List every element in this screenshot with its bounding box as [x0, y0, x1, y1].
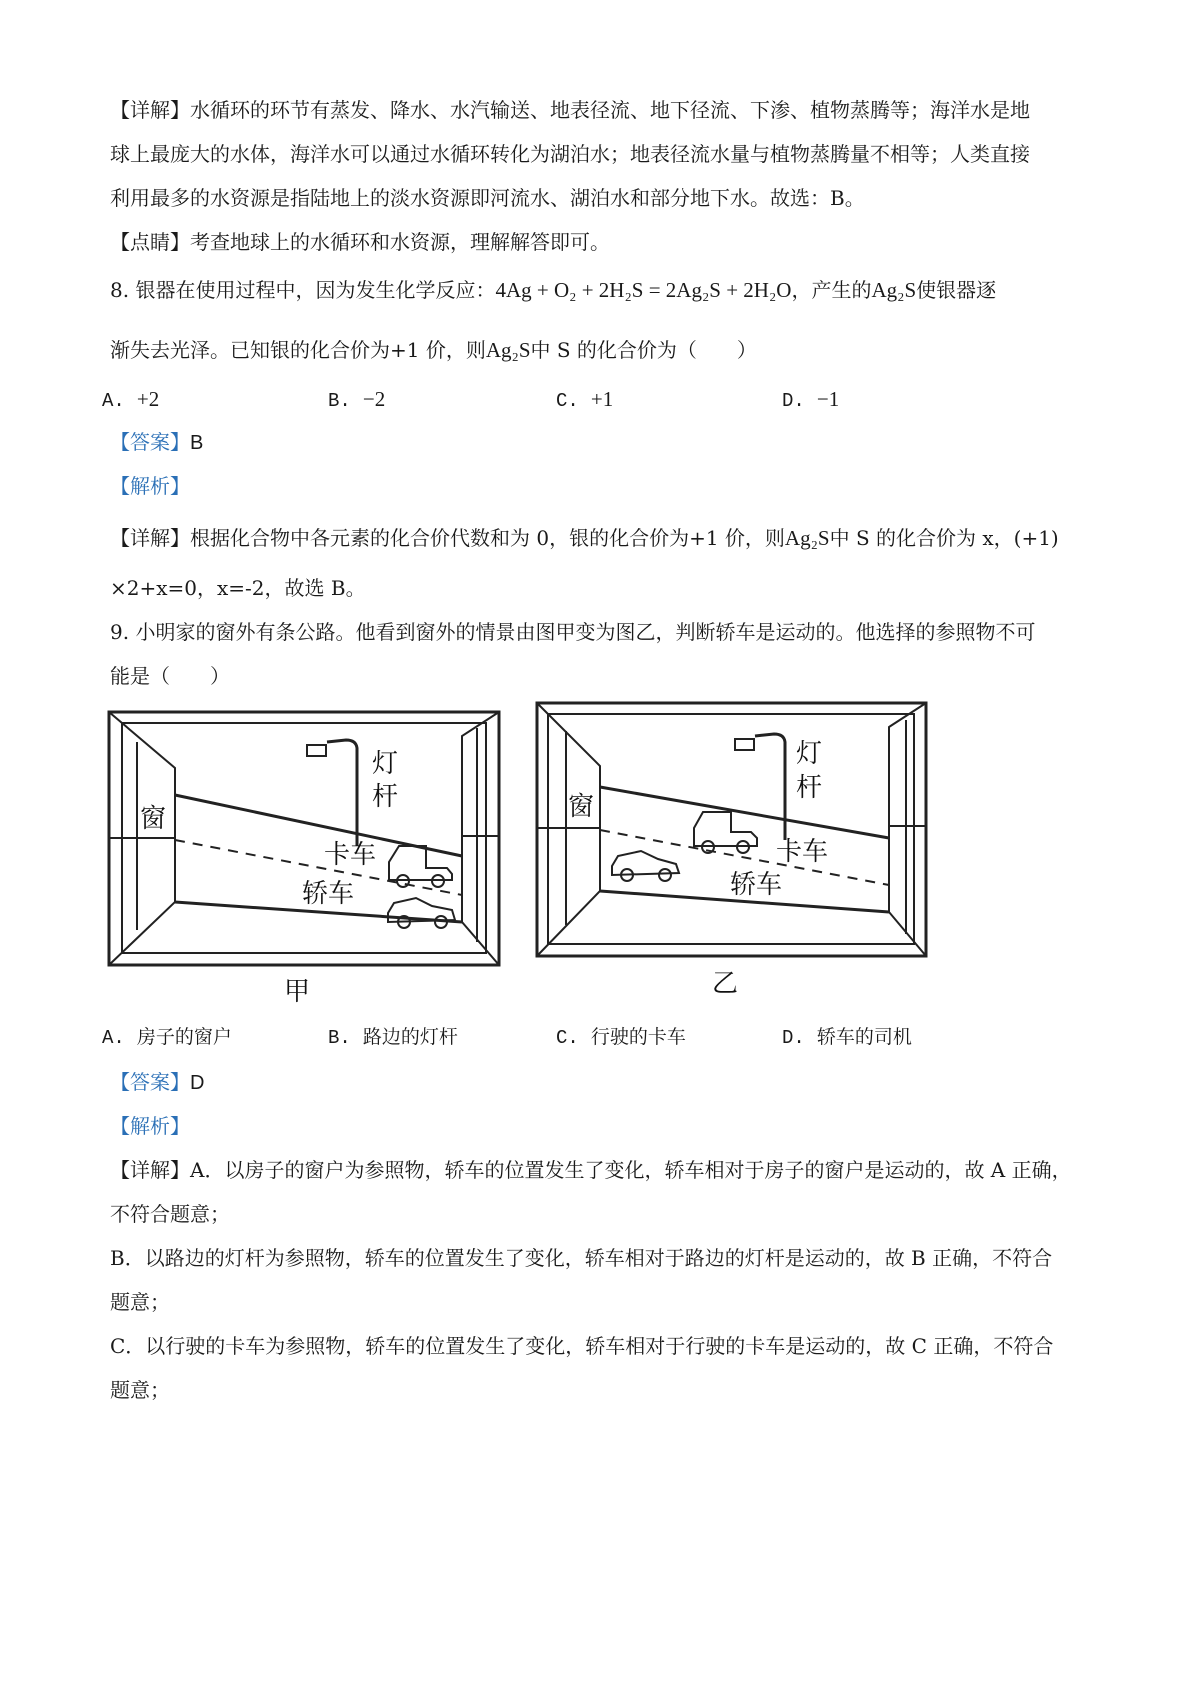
panel-yi-car — [612, 851, 679, 875]
panel-yi-window-label: 窗 — [568, 792, 595, 822]
comment-label: 【点睛】 — [110, 230, 190, 254]
option-key: A. — [102, 390, 125, 412]
q9-analysis-label: 【解析】 — [110, 1114, 190, 1138]
q8-stem-c: 使银器逐 — [916, 278, 997, 302]
panel-jia-road-bottom — [175, 902, 462, 922]
panel-jia-lamp-label-1: 灯 — [372, 749, 399, 779]
q8-compound: Ag₂S — [871, 278, 917, 302]
q9-option-a — [102, 1024, 232, 1051]
q9-detail-c2: 题意； — [110, 1378, 170, 1402]
q7-detail-line1 — [110, 96, 1030, 124]
detail-label: 【详解】 — [110, 1158, 190, 1182]
panel-jia-frame — [109, 712, 499, 965]
option-text: +1 — [590, 387, 614, 411]
q9-stem-text: 小明家的窗外有条公路。他看到窗外的情景由图甲变为图乙，判断轿车是运动的。他选择的参照物不可 — [135, 620, 1036, 644]
q8-line2-a: 渐失去光泽。已知银的化合价为+1 价，则 — [110, 338, 486, 362]
panel-jia-lamp-head — [307, 745, 326, 756]
q9-number: 9. — [110, 620, 130, 644]
panel-jia-truck — [389, 846, 452, 880]
option-key: C. — [556, 1027, 579, 1049]
panel-yi-road-bottom — [600, 891, 889, 912]
panel-jia-lane-divider — [175, 840, 462, 895]
q9-detail-c1: C．以行驶的卡车为参照物，轿车的位置发生了变化，轿车相对于行驶的卡车是运动的，故 C 正确，不符合 — [110, 1334, 1054, 1358]
panel-yi-truck-label: 卡车 — [776, 837, 829, 867]
q7-comment — [110, 228, 610, 256]
panel-yi-lamp-post — [755, 734, 785, 840]
answer-label: 【答案】 — [110, 1070, 190, 1094]
q8-detail-compound: Ag₂S — [784, 526, 830, 550]
q8-stem-b: ，产生的 — [791, 278, 872, 302]
panel-yi-left-wall — [537, 703, 600, 956]
option-text: +2 — [136, 387, 160, 411]
q9-option-c — [556, 1024, 686, 1051]
q9-detail-a1-text: A．以房子的窗户为参照物，轿车的位置发生了变化，轿车相对于房子的窗户是运动的，故 A 正确， — [190, 1158, 1072, 1182]
panel-yi-truck — [694, 812, 757, 846]
q8-compound-2: Ag₂S — [485, 338, 531, 362]
option-key: C. — [556, 390, 579, 412]
q7-comment-text: 考查地球上的水循环和水资源，理解解答即可。 — [190, 230, 610, 254]
panel-jia-road-top — [175, 795, 462, 856]
panel-jia-lamp-post — [327, 740, 357, 846]
q9-detail-b2: 题意； — [110, 1290, 170, 1314]
q8-stem-line1 — [110, 276, 996, 304]
option-key: A. — [102, 1027, 125, 1049]
option-text: −1 — [816, 387, 840, 411]
q8-detail-b: 中 S 的化合价为 x，(+1) — [829, 526, 1059, 550]
q8-line2-b: 中 S 的化合价为（ ） — [530, 338, 757, 362]
detail-label: 【详解】 — [110, 98, 190, 122]
q9-detail-a1 — [110, 1156, 1072, 1184]
panel-yi-inner — [548, 714, 914, 944]
q9-stem-line1 — [110, 618, 1035, 646]
option-text: 行驶的卡车 — [590, 1026, 686, 1048]
q8-detail-line1 — [110, 524, 1059, 552]
q9-option-d — [782, 1024, 912, 1051]
q8-detail-a: 根据化合物中各元素的化合价代数和为 0，银的化合价为+1 价，则 — [190, 526, 785, 550]
panel-jia-right-wall — [462, 712, 499, 965]
panel-jia-inner — [122, 723, 486, 953]
q9-stem-line2: 能是（ ） — [110, 664, 230, 688]
option-key: D. — [782, 1027, 805, 1049]
panel-jia-window-label: 窗 — [140, 804, 167, 834]
panel-yi — [537, 703, 926, 956]
panel-jia-car-label: 轿车 — [302, 879, 355, 909]
q8-option-a — [102, 386, 159, 414]
q8-analysis-label: 【解析】 — [110, 474, 190, 498]
panel-jia-caption: 甲 — [284, 977, 311, 1007]
panel-yi-frame — [537, 703, 926, 956]
q9-answer — [110, 1068, 204, 1097]
q8-equation: 4Ag + O₂ + 2H₂S = 2Ag₂S + 2H₂O — [495, 278, 792, 302]
q7-detail-text-1: 水循环的环节有蒸发、降水、水汽输送、地表径流、地下径流、下渗、植物蒸腾等；海洋水是地 — [190, 98, 1030, 122]
answer-label: 【答案】 — [110, 430, 190, 454]
panel-yi-road-top — [600, 787, 889, 838]
panel-yi-caption: 乙 — [712, 969, 739, 999]
option-text: 房子的窗户 — [136, 1026, 232, 1048]
q8-option-b — [328, 386, 385, 414]
q9-answer-value: D — [190, 1072, 205, 1094]
panel-yi-lamp-head — [735, 739, 754, 750]
option-key: B. — [328, 390, 351, 412]
panel-jia-left-wall — [109, 712, 175, 965]
q9-detail-a2: 不符合题意； — [110, 1202, 230, 1226]
q7-detail-line3: 利用最多的水资源是指陆地上的淡水资源即河流水、湖泊水和部分地下水。故选：B。 — [110, 186, 865, 210]
option-key: D. — [782, 390, 805, 412]
panel-yi-right-wall — [889, 703, 926, 956]
option-key: B. — [328, 1027, 351, 1049]
q8-answer — [110, 428, 203, 457]
option-text: −2 — [362, 387, 386, 411]
panel-yi-lamp-label-2: 杆 — [796, 773, 823, 803]
q8-option-d — [782, 386, 839, 414]
panel-yi-car-label: 轿车 — [730, 870, 783, 900]
panel-jia-car — [388, 898, 455, 922]
q7-detail-line2: 球上最庞大的水体，海洋水可以通过水循环转化为湖泊水；地表径流水量与植物蒸腾量不相等；人类直接 — [110, 142, 1030, 166]
q8-stem-line2 — [110, 336, 757, 364]
q8-answer-value: B — [190, 432, 204, 454]
panel-yi-lamp-label-1: 灯 — [796, 739, 823, 769]
panel-jia — [109, 712, 499, 965]
panel-jia-lamp-label-2: 杆 — [372, 782, 399, 812]
detail-label: 【详解】 — [110, 526, 190, 550]
q8-stem-a: 银器在使用过程中，因为发生化学反应： — [135, 278, 496, 302]
q8-option-c — [556, 386, 613, 414]
q8-detail-line2: ×2+x=0，x=-2，故选 B。 — [110, 576, 366, 600]
option-text: 轿车的司机 — [816, 1026, 912, 1048]
q9-detail-b1: B．以路边的灯杆为参照物，轿车的位置发生了变化，轿车相对于路边的灯杆是运动的，故 B 正确，不符合 — [110, 1246, 1053, 1270]
panel-yi-lane-divider — [600, 830, 889, 885]
q8-number: 8. — [110, 278, 130, 302]
option-text: 路边的灯杆 — [362, 1026, 458, 1048]
q9-option-b — [328, 1024, 458, 1051]
panel-jia-truck-label: 卡车 — [324, 840, 377, 870]
